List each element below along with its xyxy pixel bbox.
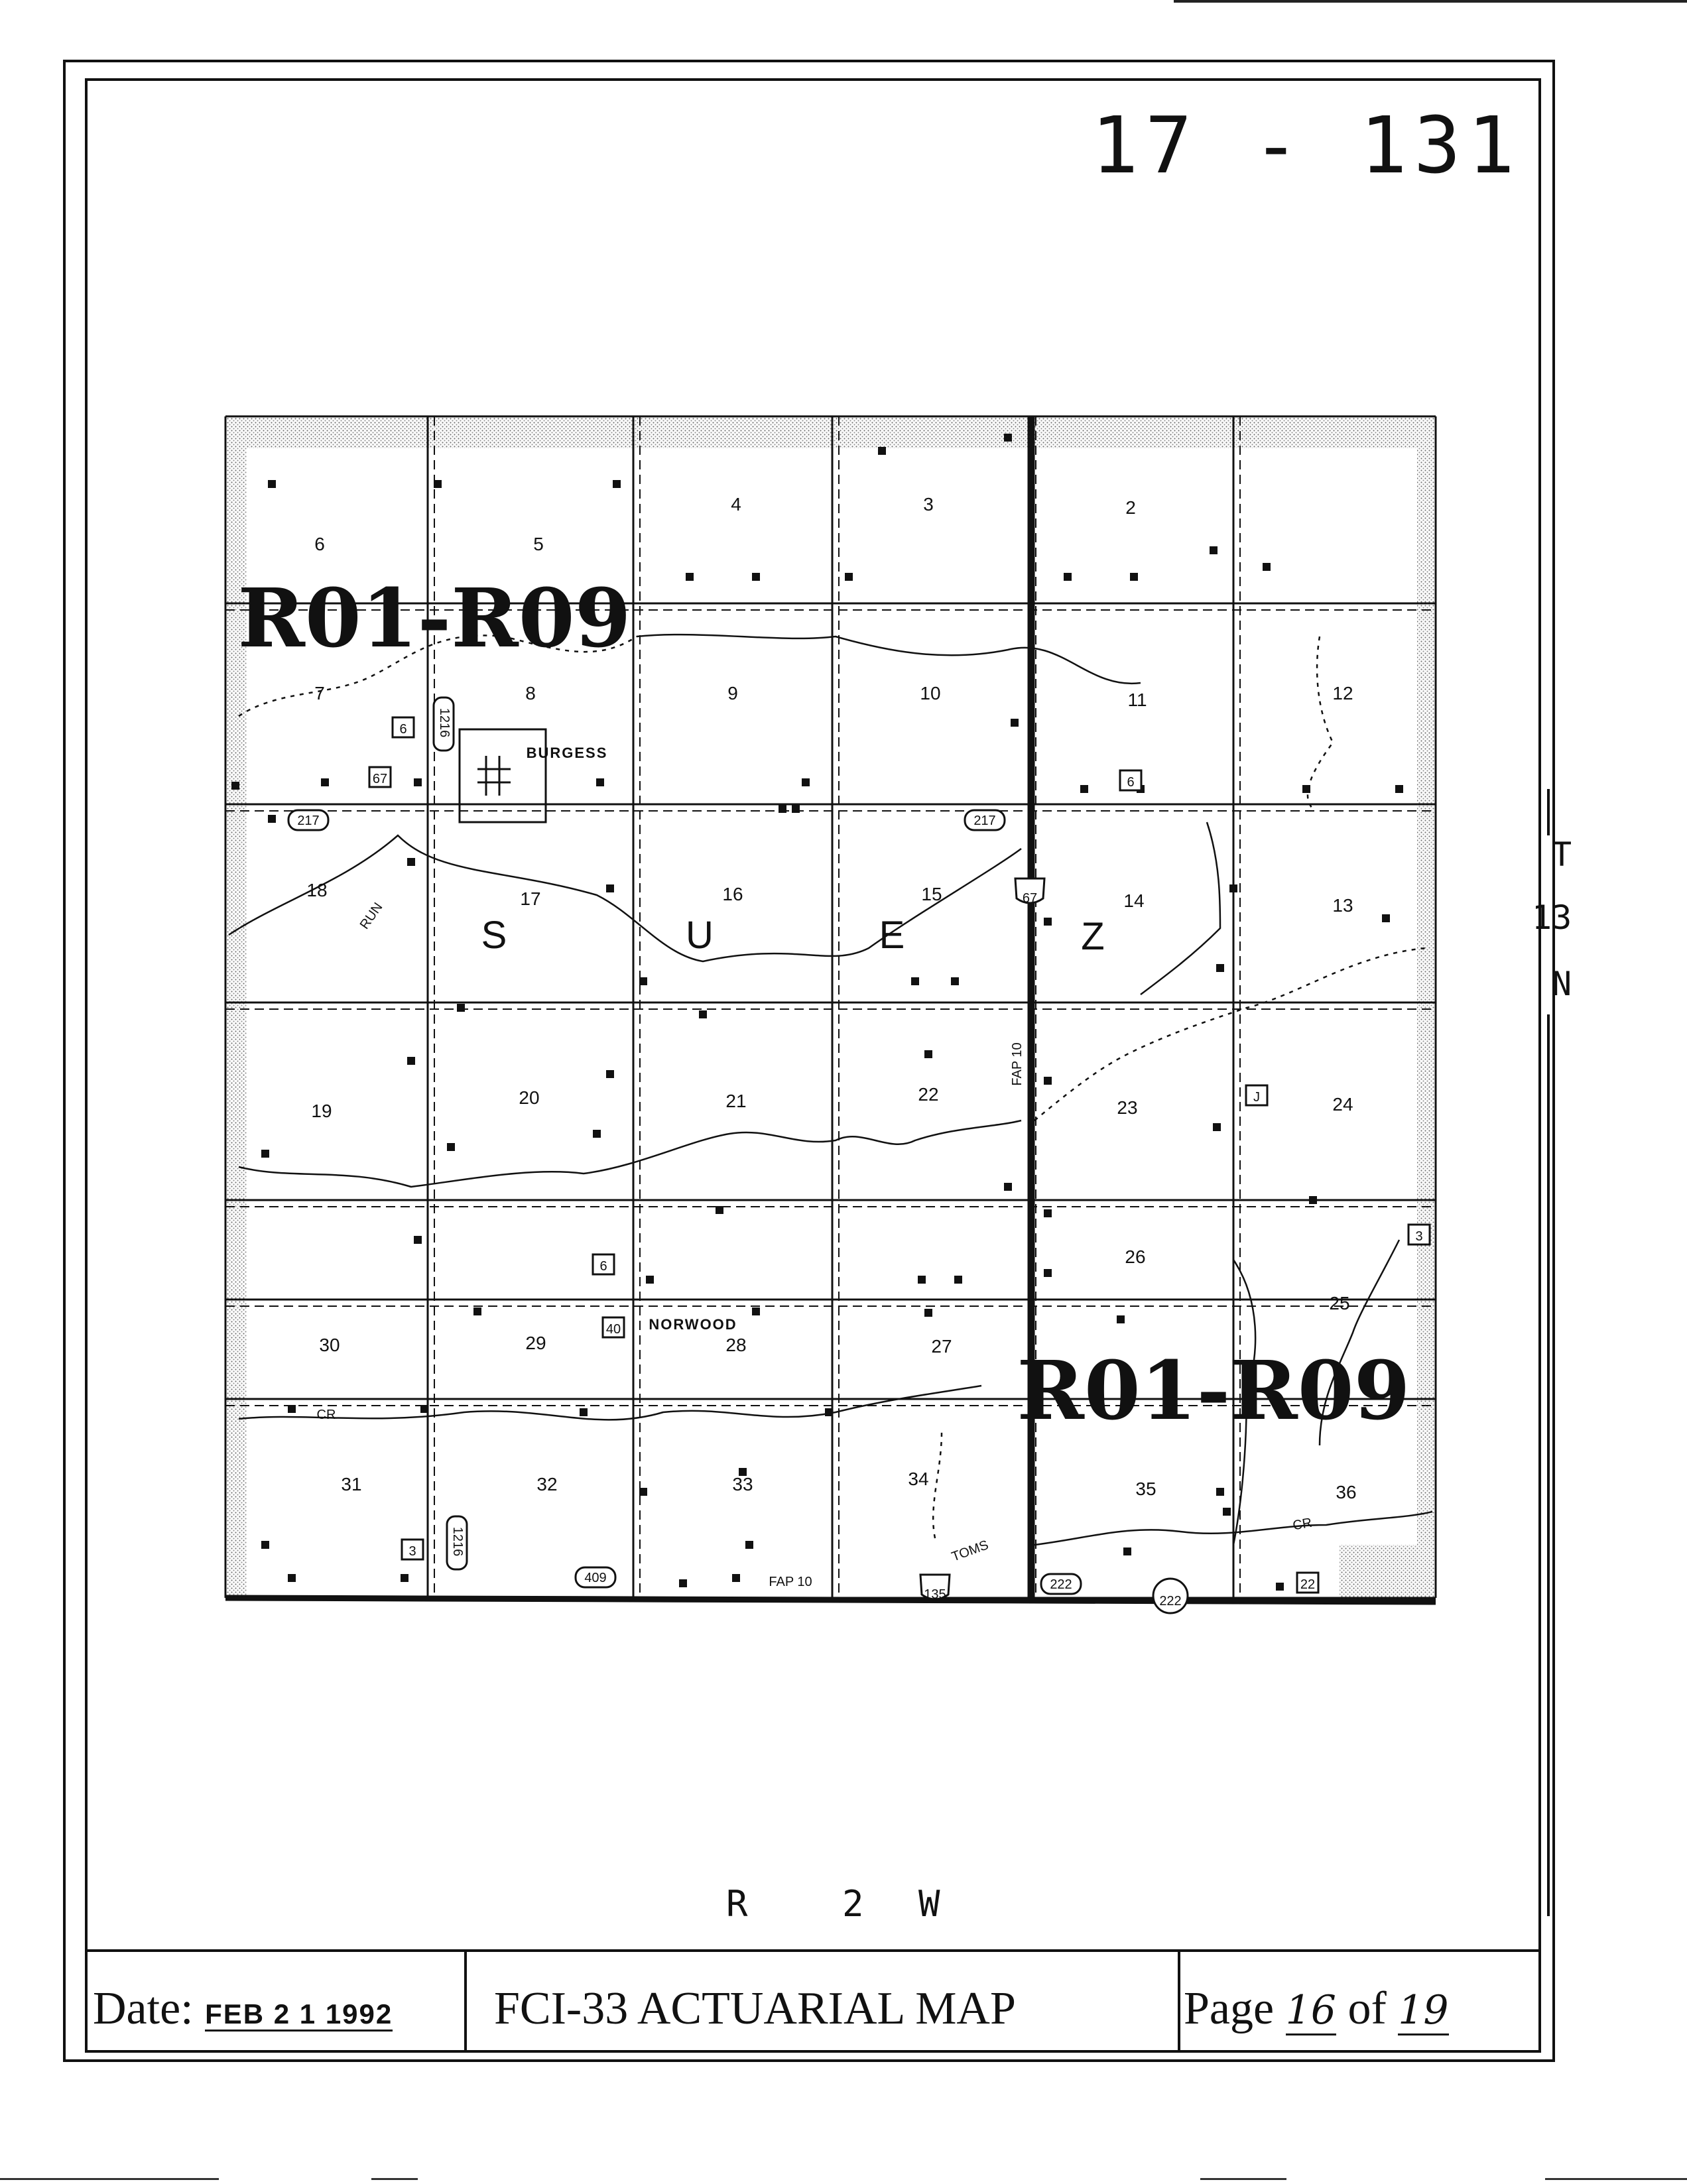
building-marker (924, 1050, 932, 1058)
building-marker (752, 573, 760, 581)
building-marker (1213, 1123, 1221, 1131)
section-number-11: 11 (1127, 690, 1147, 710)
section-number-18: 18 (306, 880, 328, 900)
building-marker (1044, 1209, 1052, 1217)
route-number-label: 67 (1022, 891, 1038, 906)
section-number-10: 10 (920, 683, 941, 703)
building-marker (420, 1405, 428, 1413)
building-marker (825, 1408, 833, 1416)
route-number-label: 222 (1050, 1577, 1072, 1592)
map-number: 17 - 131 (1091, 99, 1521, 191)
footer-divider-2 (1178, 1949, 1180, 2053)
section-number-14: 14 (1123, 890, 1145, 911)
building-marker (1216, 964, 1224, 972)
route-number-label: 217 (297, 814, 320, 828)
building-marker (414, 1236, 422, 1244)
building-marker (792, 805, 800, 813)
building-marker (802, 778, 810, 786)
section-number-15: 15 (921, 884, 942, 904)
section-number-27: 27 (931, 1336, 952, 1357)
building-marker (447, 1143, 455, 1151)
route-number-label: 217 (973, 814, 996, 828)
section-number-35: 35 (1135, 1479, 1156, 1499)
section-number-22: 22 (918, 1084, 939, 1105)
section-number-31: 31 (341, 1474, 362, 1494)
building-marker (593, 1130, 601, 1138)
building-marker (1210, 546, 1218, 554)
page-label: Page (1184, 1983, 1275, 2034)
building-marker (268, 815, 276, 823)
route-number-label: 409 (584, 1571, 607, 1585)
stream-label: CR (1291, 1515, 1314, 1534)
range-number: 2 (842, 1883, 864, 1925)
route-number-label: 3 (408, 1544, 416, 1559)
township-direction: N (1552, 965, 1572, 1003)
north-boundary-stipple (225, 416, 1436, 448)
rate-zone-stamp: R01-R09 (1017, 1343, 1410, 1438)
stream-label: TOMS (950, 1538, 991, 1565)
building-marker (407, 1057, 415, 1065)
township-number: 13 (1532, 898, 1572, 937)
building-marker (924, 1309, 932, 1317)
building-marker (951, 977, 959, 985)
section-number-28: 28 (725, 1335, 747, 1355)
stream (1141, 822, 1220, 995)
section-number-30: 30 (319, 1335, 340, 1355)
route-number-label: 222 (1159, 1594, 1182, 1608)
south-highway (225, 1598, 1436, 1602)
building-marker (606, 884, 614, 892)
burgess-town-outline (460, 729, 546, 822)
building-marker (321, 778, 329, 786)
page-of: of (1347, 1983, 1387, 2034)
stream-label: CR (316, 1408, 336, 1422)
building-marker (268, 480, 276, 488)
section-number-20: 20 (519, 1087, 540, 1108)
building-marker (1229, 884, 1237, 892)
section-number-12: 12 (1332, 683, 1353, 703)
building-marker (918, 1276, 926, 1284)
stream (239, 1121, 1021, 1187)
building-marker (639, 1488, 647, 1496)
building-marker (752, 1307, 760, 1315)
section-number-7: 7 (314, 683, 325, 703)
building-marker (732, 1574, 740, 1582)
township-line-bottom (1547, 1014, 1550, 1916)
section-number-13: 13 (1332, 895, 1353, 916)
map-title: FCI-33 ACTUARIAL MAP (494, 1983, 1016, 2034)
township-name-letter: E (879, 914, 905, 957)
building-marker (686, 573, 694, 581)
building-marker (1276, 1583, 1284, 1591)
building-marker (1216, 1488, 1224, 1496)
section-number-8: 8 (525, 683, 536, 703)
section-number-24: 24 (1332, 1094, 1353, 1115)
section-number-9: 9 (727, 683, 738, 703)
range-direction: W (918, 1883, 940, 1925)
building-marker (414, 778, 422, 786)
building-marker (1263, 563, 1271, 571)
building-marker (1309, 1196, 1317, 1204)
building-marker (1004, 434, 1012, 442)
place-name-norwood: NORWOOD (649, 1316, 737, 1333)
section-number-4: 4 (731, 494, 741, 515)
building-marker (1117, 1315, 1125, 1323)
building-marker (745, 1541, 753, 1549)
date-value: FEB 2 1 1992 (205, 1998, 393, 2032)
bottom-edge-rule-mid (371, 2178, 418, 2180)
building-marker (1044, 918, 1052, 926)
building-marker (434, 480, 442, 488)
building-marker (1011, 719, 1019, 727)
fap-10-vertical-label: FAP 10 (1010, 1042, 1025, 1086)
date-label: Date: (93, 1983, 194, 2034)
building-marker (1223, 1508, 1231, 1516)
building-marker (1395, 785, 1403, 793)
section-number-36: 36 (1336, 1482, 1357, 1502)
section-number-19: 19 (311, 1101, 332, 1121)
building-marker (288, 1574, 296, 1582)
route-number-label: 67 (372, 772, 388, 786)
page-field (1184, 1982, 1449, 2035)
stream-label: RUN (357, 900, 386, 932)
page-number: 16 (1286, 1987, 1336, 2035)
building-marker (457, 1004, 465, 1012)
section-number-32: 32 (536, 1474, 558, 1494)
building-marker (1130, 573, 1138, 581)
fap-10-bottom-label: FAP 10 (769, 1575, 812, 1589)
page-total: 19 (1398, 1987, 1448, 2035)
burgess-street-grid (477, 756, 511, 796)
stream (1308, 637, 1333, 809)
township-name-letter: Z (1081, 915, 1105, 958)
stream (637, 635, 1141, 684)
section-number-26: 26 (1125, 1246, 1146, 1267)
section-number-6: 6 (314, 534, 325, 554)
building-marker (401, 1574, 408, 1582)
stream (933, 1432, 942, 1538)
building-marker (261, 1541, 269, 1549)
building-marker (1080, 785, 1088, 793)
date-field (93, 1982, 393, 2035)
bottom-edge-rule-left (0, 2178, 219, 2180)
route-number-label: 6 (599, 1259, 607, 1274)
building-marker (596, 778, 604, 786)
route-number-label: 40 (605, 1322, 621, 1337)
building-marker (1004, 1183, 1012, 1191)
building-marker (699, 1010, 707, 1018)
building-marker (1382, 914, 1390, 922)
footer-divider-1 (464, 1949, 467, 2053)
se-corner-stipple (1340, 1545, 1436, 1598)
building-marker (954, 1276, 962, 1284)
building-marker (716, 1206, 723, 1214)
building-marker (580, 1408, 588, 1416)
section-number-34: 34 (908, 1469, 929, 1489)
range-letter: R (726, 1883, 748, 1925)
building-marker (288, 1405, 296, 1413)
route-number-label: J (1253, 1090, 1260, 1105)
stream (1034, 948, 1426, 1121)
east-boundary-stipple (1417, 416, 1436, 1598)
township-name-letter: S (481, 914, 507, 957)
building-marker (845, 573, 853, 581)
section-number-17: 17 (520, 888, 541, 909)
building-marker (646, 1276, 654, 1284)
route-number-label: 135 (924, 1587, 946, 1602)
building-marker (407, 858, 415, 866)
route-number-label: 6 (399, 722, 407, 737)
route-number-label: 1216 (450, 1526, 465, 1557)
section-number-33: 33 (732, 1474, 753, 1494)
section-number-3: 3 (923, 494, 934, 515)
route-number-label: 1216 (437, 707, 452, 738)
building-marker (911, 977, 919, 985)
section-number-5: 5 (533, 534, 544, 554)
building-marker (679, 1579, 687, 1587)
route-number-label: 6 (1127, 775, 1135, 790)
stream (239, 1386, 981, 1420)
building-marker (473, 1307, 481, 1315)
township-name-letter: U (686, 914, 714, 957)
building-marker (1064, 573, 1072, 581)
building-marker (639, 977, 647, 985)
section-number-23: 23 (1117, 1097, 1138, 1118)
township-line-top (1547, 789, 1550, 835)
route-number-label: 22 (1300, 1577, 1316, 1592)
building-marker (878, 447, 886, 455)
section-number-16: 16 (722, 884, 743, 904)
section-number-2: 2 (1125, 497, 1136, 518)
bottom-edge-rule-far (1545, 2178, 1687, 2180)
building-marker (261, 1150, 269, 1158)
building-marker (1123, 1547, 1131, 1555)
route-number-label: 3 (1415, 1229, 1423, 1244)
township-letter: T (1552, 835, 1572, 874)
building-marker (606, 1070, 614, 1078)
place-name-burgess: BURGESS (526, 745, 608, 761)
bottom-edge-rule-right (1200, 2178, 1286, 2180)
building-marker (779, 805, 786, 813)
building-marker (1044, 1269, 1052, 1277)
map-layer (225, 416, 1436, 1613)
building-marker (1044, 1077, 1052, 1085)
building-marker (231, 782, 239, 790)
section-number-25: 25 (1329, 1293, 1350, 1313)
section-number-21: 21 (725, 1091, 747, 1111)
rate-zone-stamp: R01-R09 (237, 570, 631, 666)
section-number-29: 29 (525, 1333, 546, 1353)
building-marker (613, 480, 621, 488)
building-marker (1302, 785, 1310, 793)
